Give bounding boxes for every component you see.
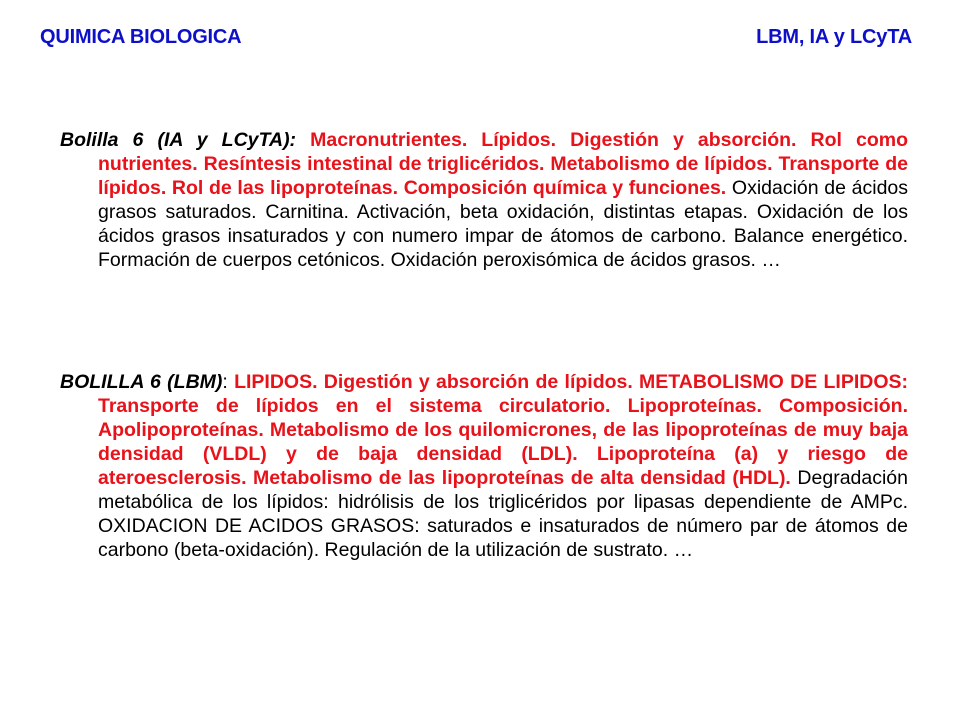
- item-body: Degradación metabólica de los lípidos: hidrólisis de los triglicéridos por lipasas dependiente de AMPc. OXIDACION DE ACIDOS GRASOS: saturados e insaturados de número par de átomos de carbono (beta-oxidación). Regulación de la utilización de sustrato. …: [98, 467, 908, 561]
- item-body: Oxidación de ácidos grasos saturados. Carnitina. Activación, beta oxidación, distintas etapas. Oxidación de los ácidos grasos insaturados y con numero impar de átomos de carbono. Balance energético. Formación de cuerpos cetónicos. Oxidación peroxisómica de ácidos grasos. …: [98, 177, 909, 271]
- syllabus-item-ia-lcyta: [60, 128, 908, 272]
- item-separator: :: [222, 371, 228, 393]
- item-lead: Bolilla 6 (IA y LCyTA):: [60, 129, 297, 151]
- item-lead: BOLILLA 6 (LBM): [60, 371, 223, 393]
- item-highlight: LIPIDOS. Digestión y absorción de lípidos. METABOLISMO DE LIPIDOS: Transporte de lípidos en el sistema circulatorio. Lipoproteínas. Composición. Apolipoproteínas. Metabolismo de los quilomicrones, de las lipoproteínas de muy baja densidad (VLDL) y de baja densidad (LDL). Lipoproteína (a) y riesgo de ateroesclerosis. Metabolismo de las lipoproteínas de alta densidad (HDL).: [98, 371, 908, 489]
- course-programs: LBM, IA y LCyTA: [756, 26, 912, 48]
- syllabus-item-lbm: [60, 370, 908, 562]
- item-highlight: Macronutrientes. Lípidos. Digestión y absorción. Rol como nutrientes. Resíntesis intestinal de triglicéridos. Metabolismo de lípidos. Transporte de lípidos. Rol de las lipoproteínas. Composición química y funciones.: [98, 129, 909, 199]
- course-title: QUIMICA BIOLOGICA: [40, 26, 242, 48]
